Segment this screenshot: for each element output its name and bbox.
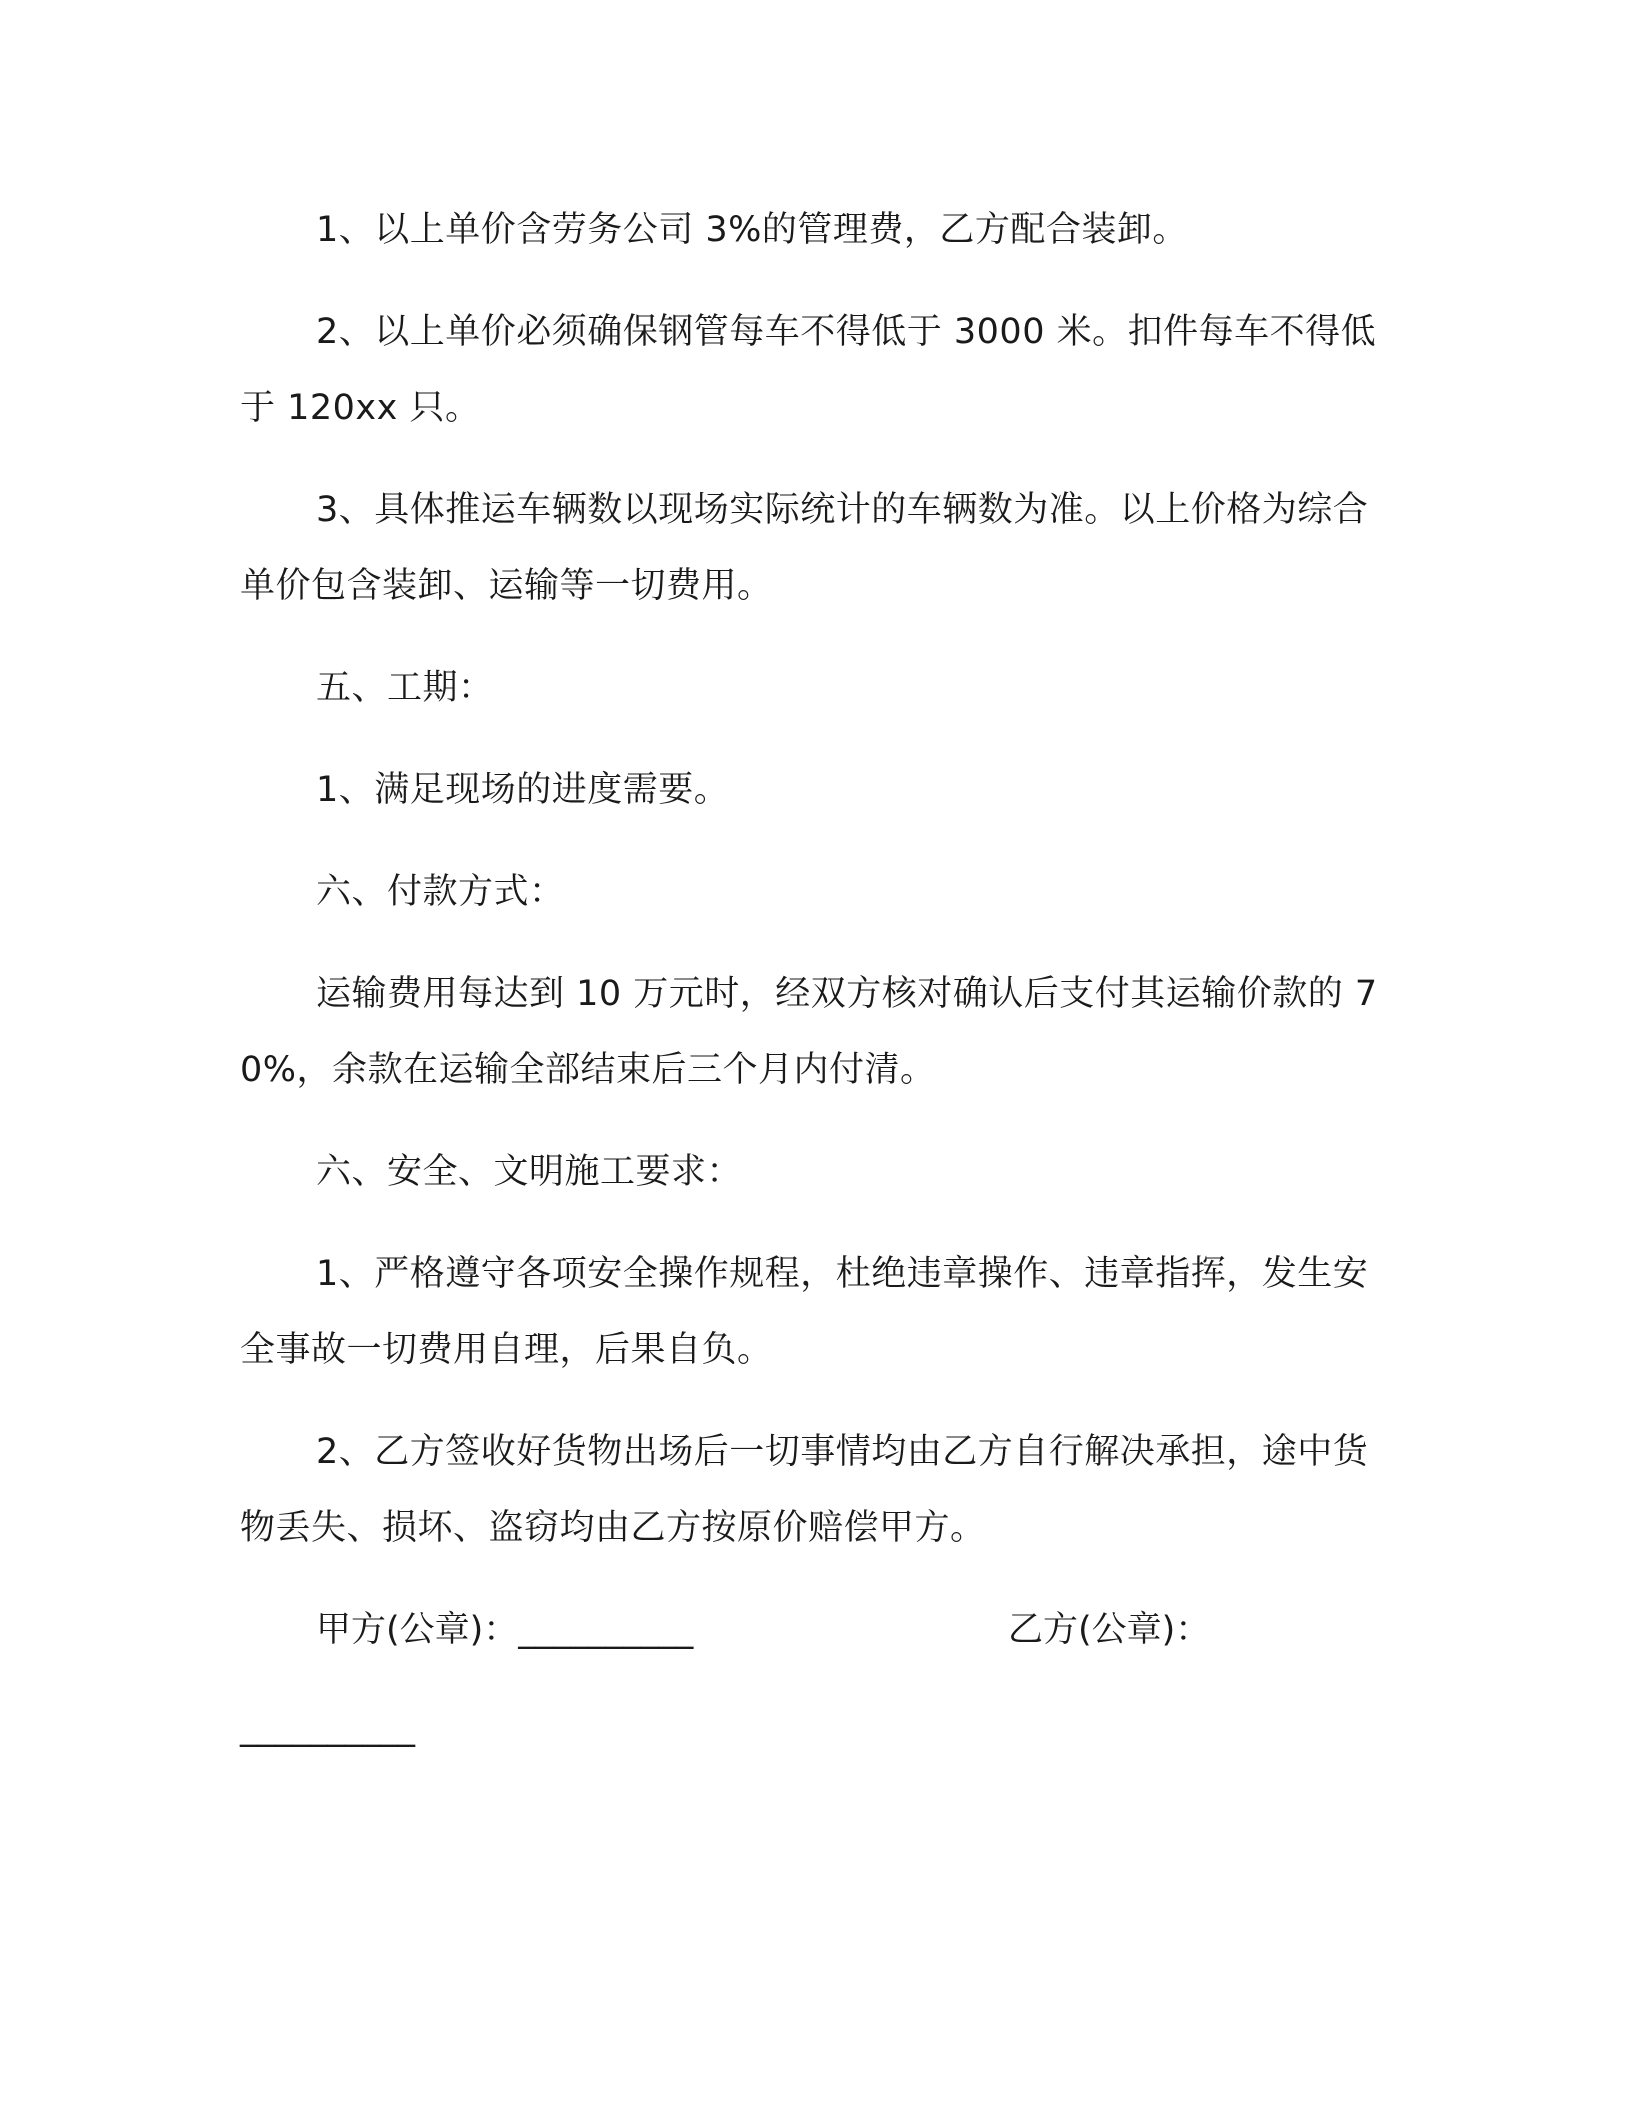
section-heading-schedule: 五、工期： [316, 668, 494, 708]
clause-minimum-load: 2、以上单价必须确保钢管每车不得低于 3000 米。扣件每车不得低于 120xx 只。 [240, 312, 1377, 428]
party-b-signature-line: __________ [240, 1708, 415, 1748]
clause-unit-price-management-fee: 1、以上单价含劳务公司 3%的管理费，乙方配合装卸。 [316, 210, 1188, 250]
signature-row [240, 1592, 1380, 1668]
party-b-signature: 乙方(公章)： [1008, 1610, 1211, 1650]
section-heading-payment: 六、付款方式： [316, 872, 565, 912]
clause-safety-rules: 1、严格遵守各项安全操作规程，杜绝违章操作、违章指挥，发生安全事故一切费用自理，后果自负。 [240, 1254, 1369, 1370]
clause-schedule-progress: 1、满足现场的进度需要。 [316, 770, 730, 810]
section-heading-safety: 六、安全、文明施工要求： [316, 1152, 743, 1192]
document-body [240, 192, 1380, 1766]
clause-payment-terms: 运输费用每达到 10 万元时，经双方核对确认后支付其运输价款的 70%，余款在运输全部结束后三个月内付清。 [240, 974, 1378, 1090]
clause-vehicle-count: 3、具体推运车辆数以现场实际统计的车辆数为准。以上价格为综合单价包含装卸、运输等一切费用。 [240, 490, 1369, 606]
party-a-signature: 甲方(公章)：__________ [316, 1610, 694, 1650]
clause-goods-liability: 2、乙方签收好货物出场后一切事情均由乙方自行解决承担，途中货物丢失、损坏、盗窃均由乙方按原价赔偿甲方。 [240, 1432, 1369, 1548]
